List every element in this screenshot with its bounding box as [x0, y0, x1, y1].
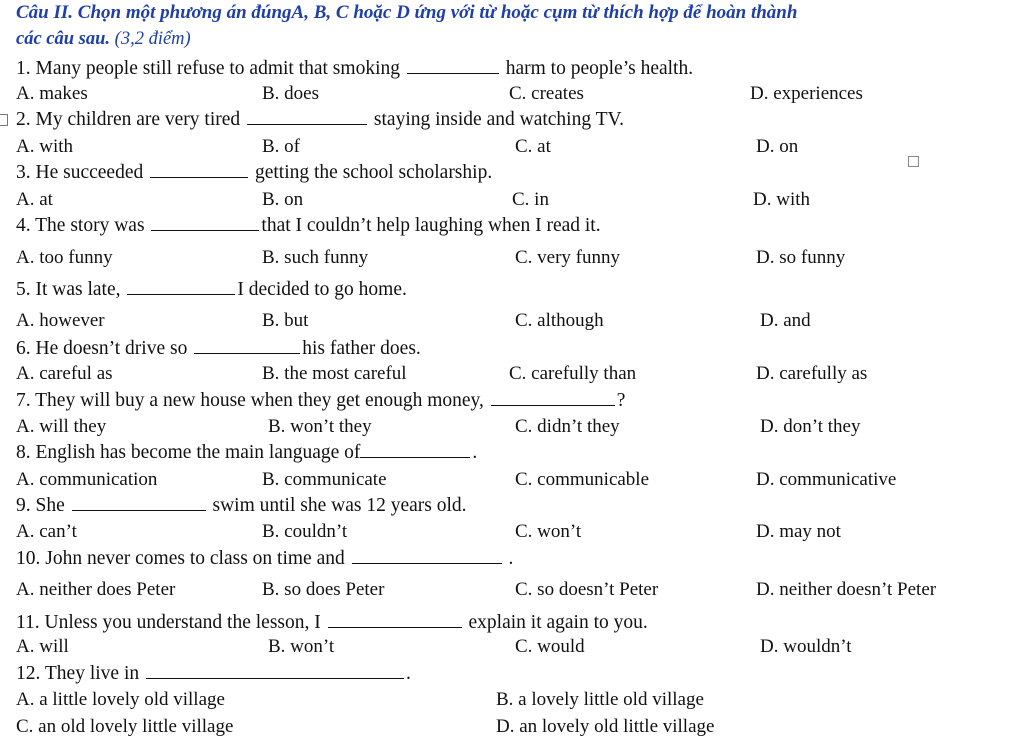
subtitle-points: (3,2 điểm) — [110, 29, 191, 49]
question-text: I decided to go home. — [237, 279, 407, 300]
question-12 — [16, 662, 411, 685]
option-d[interactable]: D. wouldn’t — [760, 636, 852, 657]
option-a[interactable]: A. with — [16, 136, 73, 157]
question-text: 1. Many people still refuse to admit that smoking — [16, 58, 405, 79]
question-8 — [16, 441, 477, 464]
option-c[interactable]: C. creates — [509, 83, 584, 104]
option-a[interactable]: A. will they — [16, 416, 107, 437]
option-a[interactable]: A. careful as — [16, 363, 113, 384]
option-c[interactable]: C. would — [515, 636, 585, 657]
option-b[interactable]: B. on — [262, 189, 304, 210]
margin-bracket-icon — [0, 114, 8, 126]
question-text: that I couldn’t help laughing when I read it. — [261, 215, 601, 236]
question-text: 9. She — [16, 495, 70, 516]
option-d[interactable]: D. communicative — [756, 469, 897, 490]
question-text: getting the school scholarship. — [250, 162, 493, 183]
answer-blank[interactable] — [150, 161, 248, 178]
option-c[interactable]: C. didn’t they — [515, 416, 620, 437]
question-text: 2. My children are very tired — [16, 109, 246, 130]
option-c[interactable]: C. very funny — [515, 247, 621, 268]
answer-blank[interactable] — [360, 441, 470, 458]
question-text: 4. The story was — [16, 215, 150, 236]
option-a[interactable]: A. will — [16, 636, 69, 657]
option-d[interactable]: D. and — [760, 310, 811, 331]
question-text: . — [503, 548, 514, 569]
option-b[interactable]: B. couldn’t — [262, 521, 348, 542]
question-text: ? — [616, 390, 626, 411]
question-text: 6. He doesn’t drive so — [16, 338, 193, 359]
checkbox-icon — [908, 156, 919, 167]
option-c[interactable]: C. an old lovely little village — [16, 716, 234, 737]
option-c[interactable]: C. communicable — [515, 469, 650, 490]
question-4 — [16, 214, 601, 237]
option-a[interactable]: A. at — [16, 189, 53, 210]
answer-blank[interactable] — [247, 108, 367, 125]
option-a[interactable]: A. neither does Peter — [16, 579, 176, 600]
question-1 — [16, 57, 693, 80]
option-a[interactable]: A. makes — [16, 83, 88, 104]
answer-blank[interactable] — [72, 494, 206, 511]
option-d[interactable]: D. with — [753, 189, 810, 210]
answer-blank[interactable] — [352, 547, 502, 564]
option-c[interactable]: C. won’t — [515, 521, 582, 542]
question-text: 7. They will buy a new house when they get enough money, — [16, 390, 489, 411]
question-text: staying inside and watching TV. — [369, 109, 624, 130]
option-a[interactable]: A. a little lovely old village — [16, 689, 225, 710]
question-text: explain it again to you. — [463, 612, 648, 633]
question-text: 11. Unless you understand the lesson, I — [16, 612, 326, 633]
option-c[interactable]: C. although — [515, 310, 604, 331]
question-9 — [16, 494, 467, 517]
question-5 — [16, 278, 407, 301]
question-text: . — [472, 442, 478, 463]
option-b[interactable]: B. a lovely little old village — [496, 689, 704, 710]
option-a[interactable]: A. can’t — [16, 521, 77, 542]
option-c[interactable]: C. at — [515, 136, 551, 157]
option-d[interactable]: D. on — [756, 136, 799, 157]
answer-blank[interactable] — [328, 611, 462, 628]
answer-blank[interactable] — [407, 57, 499, 74]
section-subtitle — [16, 29, 191, 50]
option-c[interactable]: C. so doesn’t Peter — [515, 579, 659, 600]
question-10 — [16, 547, 513, 570]
question-text: 5. It was late, — [16, 279, 126, 300]
option-a[interactable]: A. communication — [16, 469, 158, 490]
option-b[interactable]: B. does — [262, 83, 319, 104]
question-7 — [16, 389, 625, 412]
option-b[interactable]: B. but — [262, 310, 309, 331]
option-c[interactable]: C. carefully than — [509, 363, 637, 384]
section-title: Câu II. Chọn một phương án đúngA, B, C hoặc D ứng với từ hoặc cụm từ thích hợp để hoàn thành — [16, 2, 798, 23]
question-text: his father does. — [302, 338, 421, 359]
question-text: 3. He succeeded — [16, 162, 149, 183]
option-c[interactable]: C. in — [512, 189, 549, 210]
option-d[interactable]: D. neither doesn’t Peter — [756, 579, 937, 600]
question-text: . — [406, 663, 411, 684]
option-a[interactable]: A. however — [16, 310, 105, 331]
option-d[interactable]: D. so funny — [756, 247, 846, 268]
question-text: harm to people’s health. — [500, 58, 694, 79]
question-text: swim until she was 12 years old. — [207, 495, 467, 516]
option-d[interactable]: D. carefully as — [756, 363, 868, 384]
option-b[interactable]: B. such funny — [262, 247, 369, 268]
answer-blank[interactable] — [491, 389, 615, 406]
option-b[interactable]: B. the most careful — [262, 363, 407, 384]
option-b[interactable]: B. so does Peter — [262, 579, 385, 600]
answer-blank[interactable] — [194, 337, 300, 354]
option-d[interactable]: D. may not — [756, 521, 841, 542]
option-a[interactable]: A. too funny — [16, 247, 113, 268]
option-d[interactable]: D. don’t they — [760, 416, 861, 437]
option-b[interactable]: B. communicate — [262, 469, 387, 490]
question-text: 12. They live in — [16, 663, 144, 684]
subtitle-instruction: các câu sau. — [16, 29, 111, 49]
answer-blank[interactable] — [146, 662, 404, 679]
option-b[interactable]: B. of — [262, 136, 300, 157]
question-11 — [16, 611, 648, 634]
option-d[interactable]: D. experiences — [750, 83, 863, 104]
question-text: 10. John never comes to class on time and — [16, 548, 350, 569]
option-b[interactable]: B. won’t — [268, 636, 335, 657]
answer-blank[interactable] — [127, 278, 235, 295]
option-d[interactable]: D. an lovely old little village — [496, 716, 715, 737]
question-text: 8. English has become the main language of — [16, 442, 361, 463]
answer-blank[interactable] — [151, 214, 259, 231]
option-b[interactable]: B. won’t they — [268, 416, 372, 437]
question-2 — [16, 108, 624, 131]
question-6 — [16, 337, 421, 360]
question-3 — [16, 161, 492, 184]
